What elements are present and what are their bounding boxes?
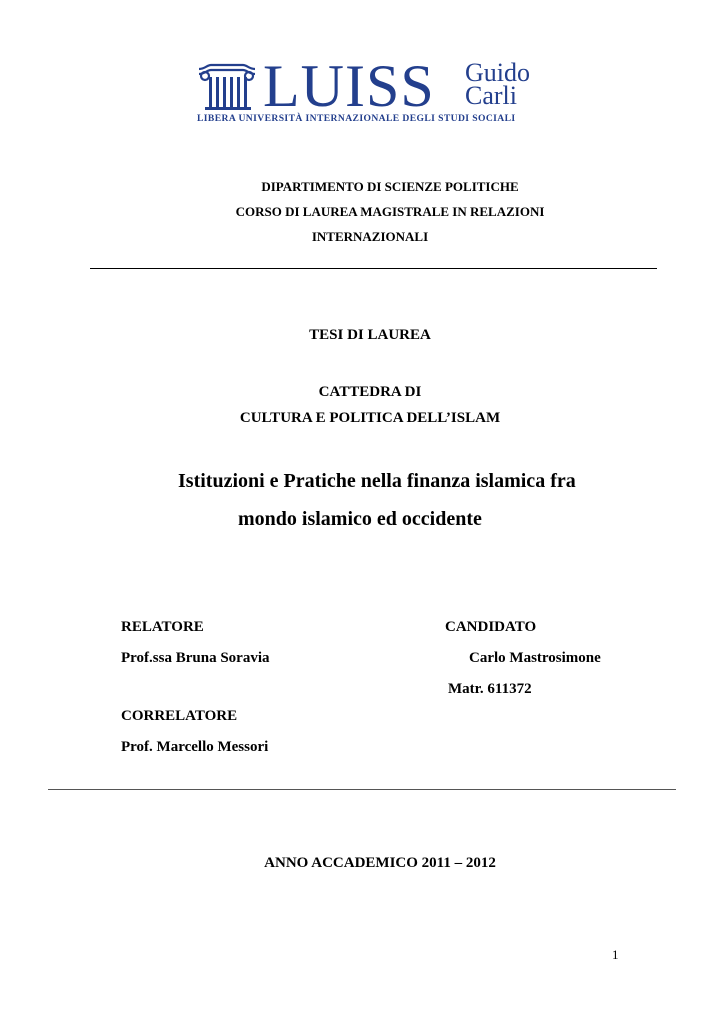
course-line-2: INTERNAZIONALI: [311, 229, 429, 244]
candidato-label: CANDIDATO: [445, 619, 537, 635]
academic-year: ANNO ACCADEMICO 2011 – 2012: [264, 855, 496, 871]
logo-guido: Guido: [465, 58, 530, 87]
column-capital-icon: [197, 63, 257, 111]
course-line-1: CORSO DI LAUREA MAGISTRALE IN RELAZIONI: [235, 204, 545, 219]
logo-subtitle: LIBERA UNIVERSITÀ INTERNAZIONALE DEGLI STUDI SOCIALI: [197, 113, 516, 124]
relatore-name: Prof.ssa Bruna Soravia: [121, 650, 270, 666]
candidato-name: Carlo Mastrosimone: [469, 650, 601, 666]
thesis-title-line2: mondo islamico ed occidente: [238, 508, 482, 530]
footer-divider: [48, 789, 676, 790]
relatore-label: RELATORE: [121, 619, 204, 635]
logo-carli: Carli: [465, 81, 517, 110]
page-number: 1: [612, 947, 619, 962]
header-divider: [90, 268, 657, 269]
department-line: DIPARTIMENTO DI SCIENZE POLITICHE: [261, 179, 519, 194]
matricola: Matr. 611372: [448, 681, 532, 697]
chair-name: CULTURA E POLITICA DELL’ISLAM: [239, 410, 501, 426]
luiss-logo: [197, 53, 547, 126]
chair-label: CATTEDRA DI: [318, 384, 422, 400]
correlatore-name: Prof. Marcello Messori: [121, 739, 269, 755]
correlatore-label: CORRELATORE: [121, 708, 238, 724]
logo-wordmark: LUISS: [263, 53, 435, 119]
thesis-label: TESI DI LAUREA: [309, 327, 431, 343]
thesis-title-line1: Istituzioni e Pratiche nella finanza islamica fra: [178, 470, 576, 492]
